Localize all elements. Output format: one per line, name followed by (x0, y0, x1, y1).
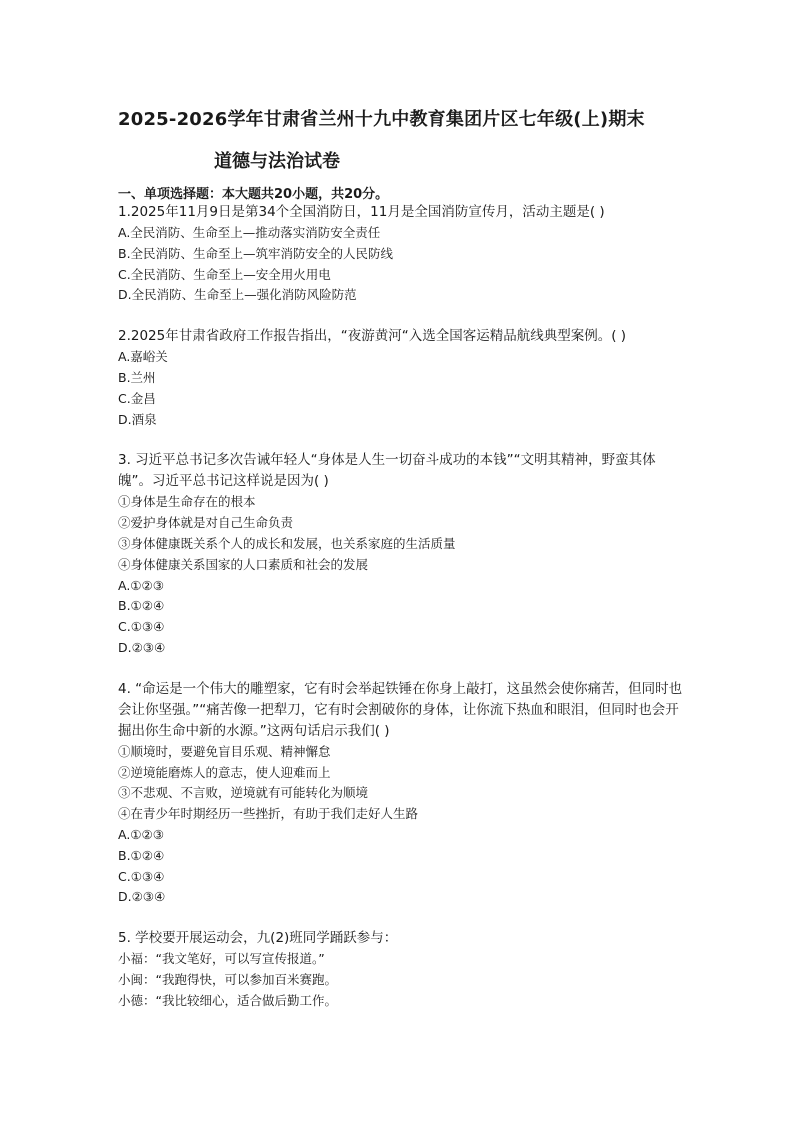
question-stem: 3. 习近平总书记多次告诫年轻人“身体是人生一切奋斗成功的本钱”“文明其精神，野蛮其体魄”。习近平总书记这样说是因为( ) (118, 452, 656, 490)
statement-3: ③身体健康既关系个人的成长和发展，也关系家庭的生活质量 (118, 535, 456, 551)
option-d: D.②③④ (118, 639, 166, 655)
student-line-2: 小闽：“我跑得快，可以参加百米赛跑。 (118, 971, 337, 987)
question-stem: 5. 学校要开展运动会，九(2)班同学踊跃参与： (118, 930, 398, 947)
question-stem: 2.2025年甘肃省政府工作报告指出，“夜游黄河“入选全国客运精品航线典型案例。( ) (118, 328, 627, 345)
statement-2: ②爱护身体就是对自己生命负责 (118, 515, 294, 531)
statement-4: ④在青少年时期经历一些挫折，有助于我们走好人生路 (118, 806, 419, 822)
option-a: A.①②③ (118, 577, 164, 593)
student-line-1: 小福：“我文笔好，可以写宣传报道。” (118, 951, 325, 967)
statement-4: ④身体健康关系国家的人口素质和社会的发展 (118, 556, 369, 572)
option-b: B.①②④ (118, 847, 165, 863)
statement-1: ①身体是生命存在的根本 (118, 494, 256, 510)
question-5 (118, 928, 688, 1011)
option-b: B.兰州 (118, 369, 156, 385)
option-c: C.①③④ (118, 619, 165, 635)
question-list (118, 202, 688, 1032)
option-a: A.①②③ (118, 826, 164, 842)
option-d: D.全民消防、生命至上—强化消防风险防范 (118, 287, 357, 303)
option-c: C.全民消防、生命至上—安全用火用电 (118, 266, 331, 282)
option-b: B.全民消防、生命至上—筑牢消防安全的人民防线 (118, 245, 394, 261)
question-stem: 1.2025年11月9日是第34个全国消防日，11月是全国消防宣传月，活动主题是( ) (118, 204, 605, 220)
question-1 (118, 202, 688, 306)
option-c: C.金昌 (118, 390, 156, 406)
question-4 (118, 679, 688, 908)
exam-title-line-2: 道德与法治试卷 (214, 151, 340, 172)
question-2 (118, 326, 688, 430)
option-a: A.嘉峪关 (118, 349, 168, 365)
option-c: C.①③④ (118, 868, 165, 884)
option-d: D.②③④ (118, 889, 166, 905)
option-b: B.①②④ (118, 598, 165, 614)
question-stem: 4. “命运是一个伟大的雕塑家，它有时会举起铁锤在你身上敲打，这虽然会使你痛苦，但同时也会让你坚强。”“痛苦像一把犁刀，它有时会割破你的身体，让你流下热血和眼泪，但同时也会开掘出你生命中新的水源。”这两句话启示我们( ) (118, 680, 683, 739)
option-a: A.全民消防、生命至上—推动落实消防安全责任 (118, 225, 381, 240)
question-3 (118, 450, 688, 658)
statement-3: ③不悲观、不言败，逆境就有可能转化为顺境 (118, 785, 369, 801)
exam-title-line-1: 2025-2026学年甘肃省兰州十九中教育集团片区七年级(上)期末 (118, 109, 645, 130)
statement-1: ①顺境时，要避免盲目乐观、精神懈怠 (118, 743, 331, 759)
option-d: D.酒泉 (118, 411, 157, 427)
section-header: 一、单项选择题：本大题共20小题，共20分。 (118, 187, 389, 202)
statement-2: ②逆境能磨炼人的意志，使人迎难而上 (118, 764, 331, 780)
student-line-3: 小德：“我比较细心，适合做后勤工作。 (118, 992, 337, 1008)
